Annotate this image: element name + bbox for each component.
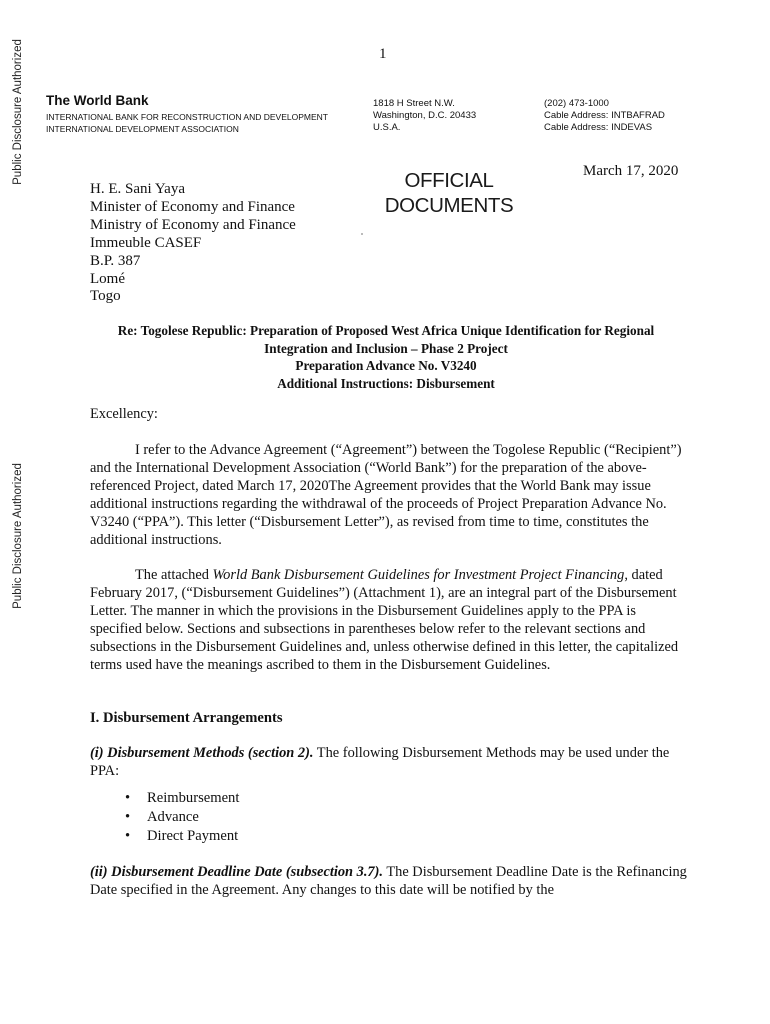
- page-number: 1: [379, 46, 387, 62]
- paragraph-lead: The attached: [135, 567, 213, 583]
- paragraph-advance-agreement: I refer to the Advance Agreement (“Agreement”) between the Togolese Republic (“Recipient”) and the International Development Association (“World Bank”) for the preparation of the above-referenced Project, dated March 17, 2020The Agreement provides that the World Bank may issue additional instructions regarding the withdrawal of the proceeds of Project Preparation Advance No. V3240 (“PPA”). This letter (“Disbursement Letter”), as revised from time to time, constitutes the additional instructions.: [90, 442, 682, 548]
- item-disbursement-methods: [90, 745, 690, 781]
- subject-line-4: Additional Instructions: Disbursement: [277, 375, 495, 391]
- org-line-ibrd: INTERNATIONAL BANK FOR RECONSTRUCTION AND DEVELOPMENT: [46, 112, 328, 122]
- item-text: The following Disbursement Methods may be used under the PPA:: [90, 745, 670, 779]
- list-item: • Direct Payment: [147, 827, 239, 846]
- salutation: Excellency:: [90, 406, 158, 422]
- org-line-ida: INTERNATIONAL DEVELOPMENT ASSOCIATION: [46, 124, 239, 134]
- item-heading: (ii) Disbursement Deadline Date (subsection 3.7).: [90, 864, 383, 880]
- recipient-line: Ministry of Economy and Finance: [90, 216, 296, 233]
- subject-line-2: Integration and Inclusion – Phase 2 Project: [264, 340, 508, 356]
- stamp-line-official: OFFICIAL: [404, 169, 494, 192]
- letter-date: March 17, 2020: [583, 163, 679, 179]
- org-name: The World Bank: [46, 93, 149, 108]
- recipient-line: Togo: [90, 288, 121, 305]
- recipient-address: [90, 181, 296, 306]
- contact-line: (202) 473-1000: [544, 98, 609, 109]
- subject-line-3: Preparation Advance No. V3240: [295, 358, 477, 374]
- official-documents-stamp: [384, 168, 514, 218]
- recipient-line: Immeuble CASEF: [90, 234, 202, 251]
- address-line: 1818 H Street N.W.: [373, 98, 455, 109]
- subject-line: [90, 322, 682, 392]
- scan-speck: [361, 233, 363, 235]
- contact-line: Cable Address: INDEVAS: [544, 122, 653, 133]
- recipient-line: B.P. 387: [90, 252, 141, 269]
- item-heading: (i) Disbursement Methods (section 2).: [90, 745, 314, 761]
- subject-line-1: Re: Togolese Republic: Preparation of Proposed West Africa Unique Identification for Regional: [117, 323, 655, 338]
- address-line: Washington, D.C. 20433: [373, 110, 477, 121]
- paragraph-disbursement-guidelines: [90, 567, 690, 674]
- item-disbursement-deadline: [90, 864, 690, 900]
- guidelines-title: World Bank Disbursement Guidelines for Investment Project Financing: [212, 567, 625, 583]
- item-text: The Disbursement Deadline Date is the Refinancing Date specified in the Agreement. Any changes to this date will be notified by the: [90, 864, 687, 898]
- public-disclosure-stamp-top: Public Disclosure Authorized: [12, 39, 24, 185]
- stamp-line-documents: DOCUMENTS: [384, 194, 514, 217]
- address-line: U.S.A.: [373, 122, 401, 133]
- recipient-line: Lomé: [90, 270, 125, 287]
- contact-line: Cable Address: INTBAFRAD: [544, 110, 665, 121]
- public-disclosure-stamp-middle: Public Disclosure Authorized: [12, 463, 24, 609]
- paragraph-rest: , dated February 2017, (“Disbursement Guidelines”) (Attachment 1), are an integral part of the Disbursement Letter. The manner in which the provisions in the Disbursement Guidelines apply to the PPA is specified below. Sections and subsections in parentheses below refer to the relevant sections and subsections in the Disbursement Guidelines and, unless otherwise defined in this letter, the capitalized terms used have the meanings ascribed to them in the Disbursement Guidelines.: [90, 567, 679, 673]
- list-item: • Advance: [147, 808, 239, 827]
- section-heading: I. Disbursement Arrangements: [90, 710, 283, 726]
- recipient-line: H. E. Sani Yaya: [90, 181, 186, 197]
- recipient-line: Minister of Economy and Finance: [90, 198, 295, 215]
- list-item: • Reimbursement: [147, 789, 239, 808]
- disbursement-methods-list: [107, 789, 239, 846]
